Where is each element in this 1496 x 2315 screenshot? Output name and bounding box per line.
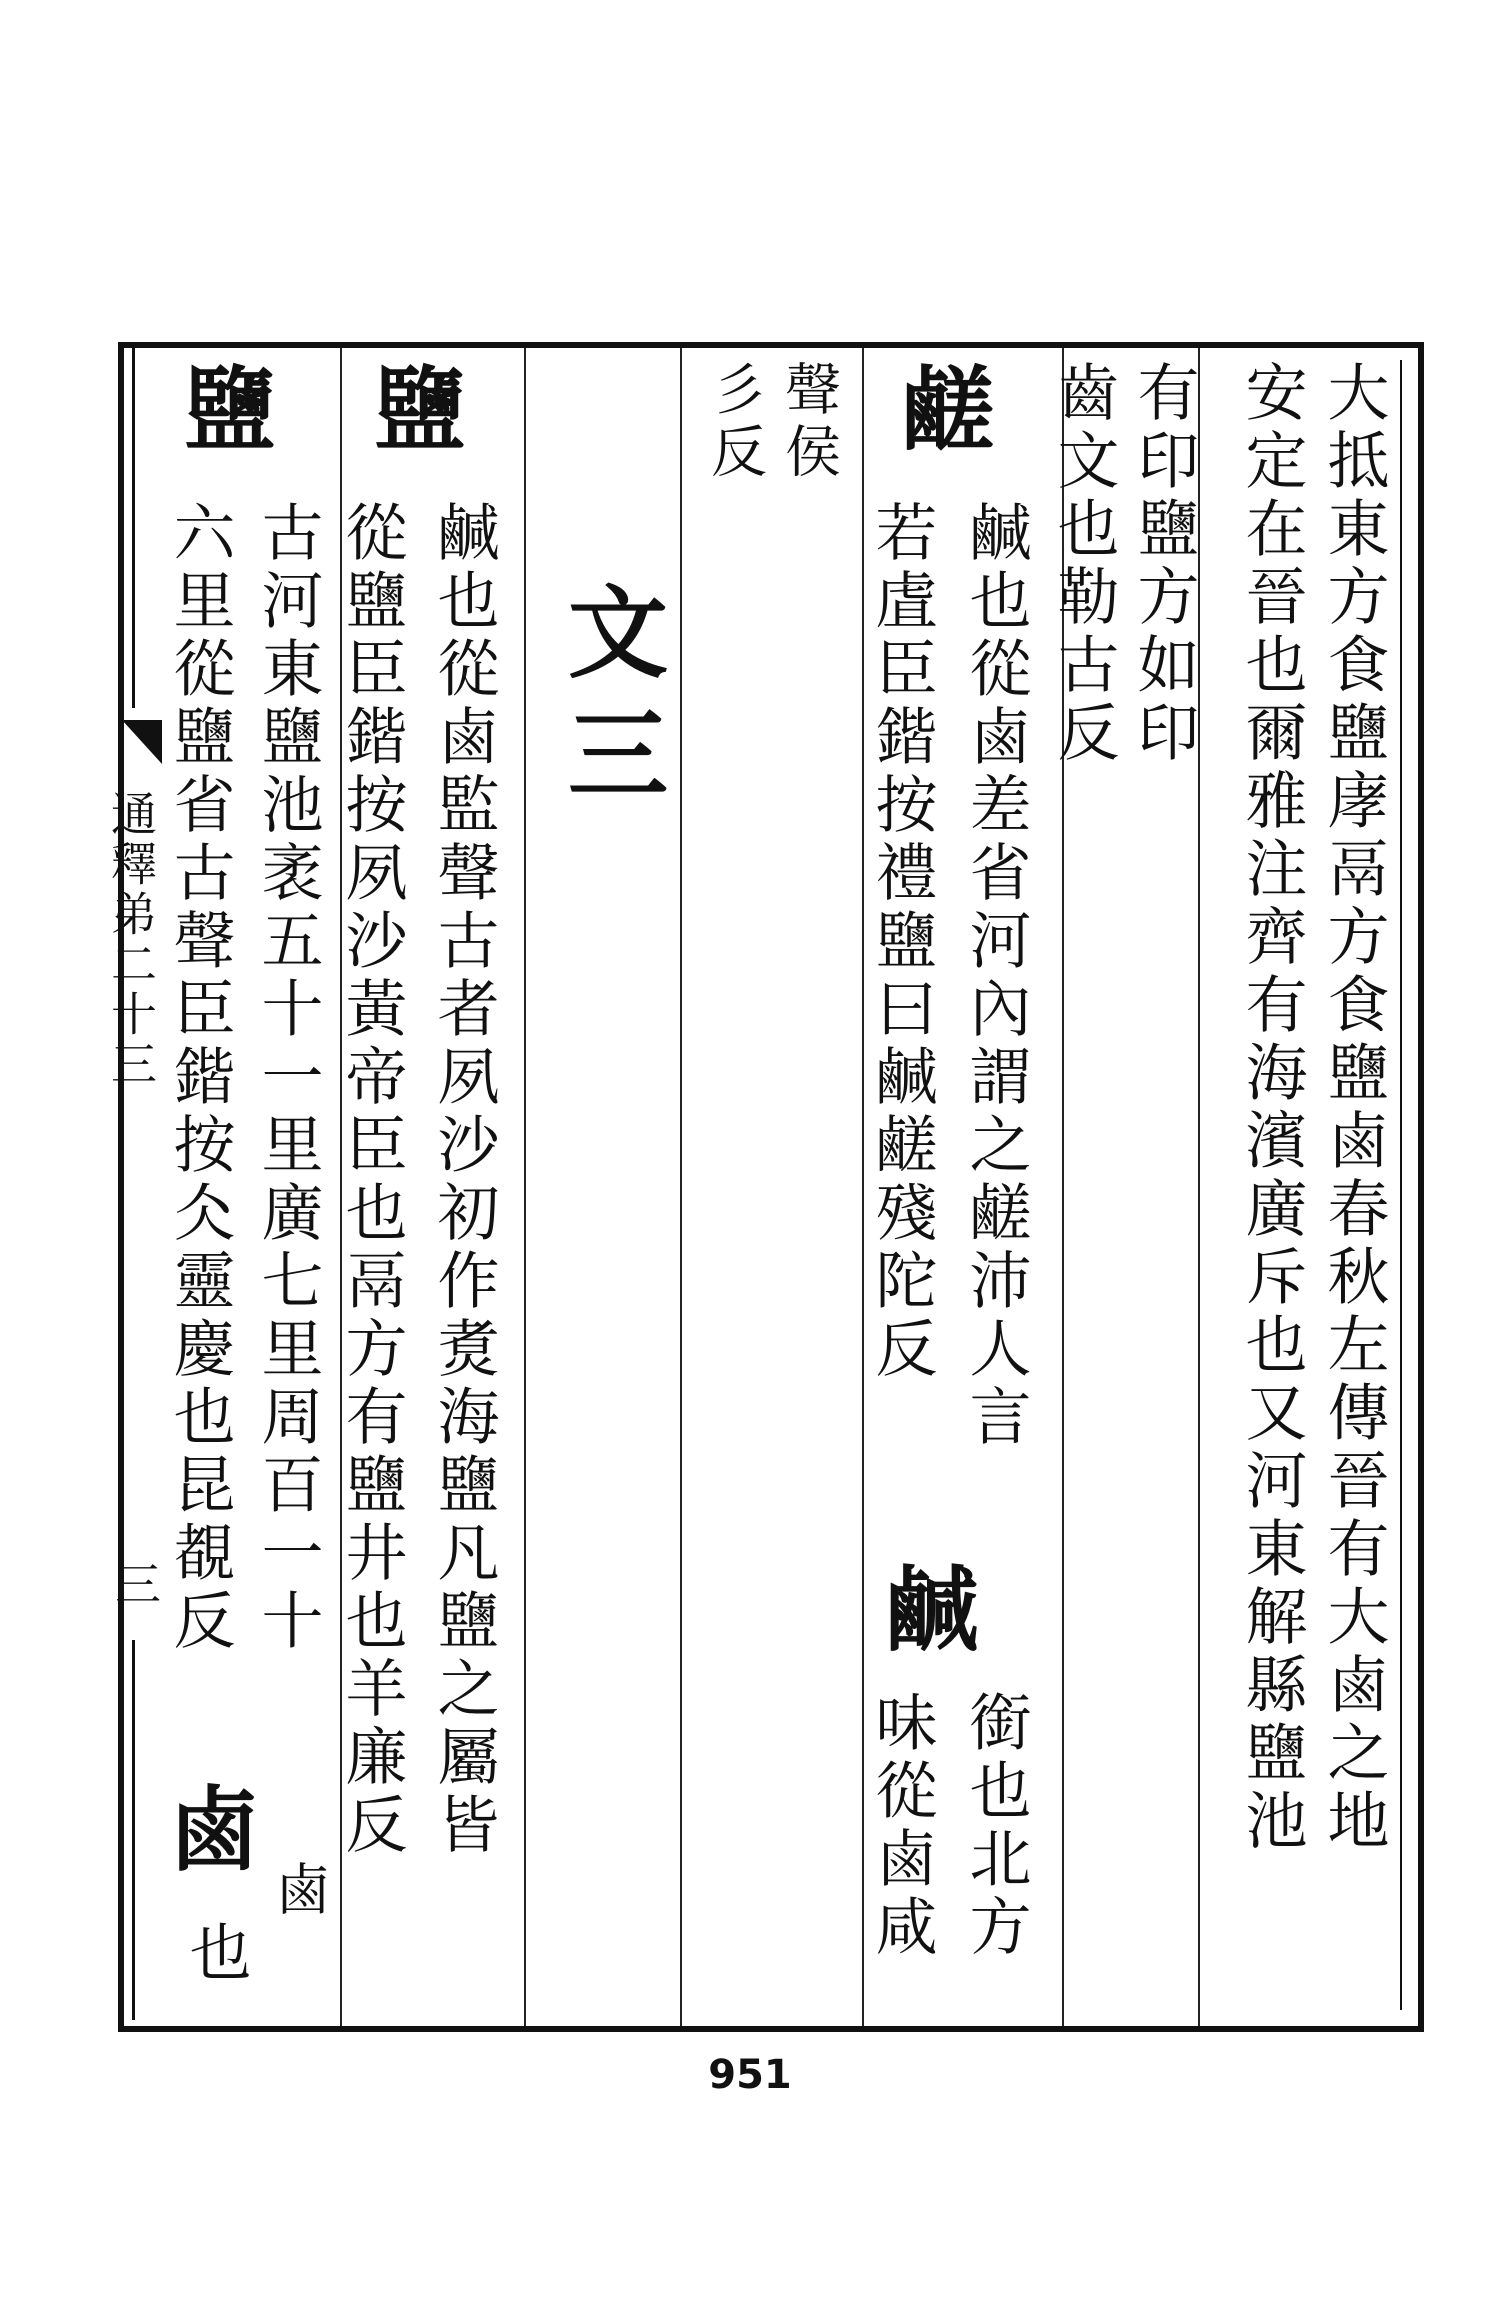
note-column-1: 聲侯 bbox=[776, 360, 841, 484]
column-rule bbox=[524, 348, 526, 2026]
text-column-12: 六里從鹽省古聲臣鍇按仌靈慶也昆覩反 bbox=[163, 500, 236, 1656]
text-column-10: 從鹽臣鍇按夙沙黃帝臣也鬲方有鹽井也羊廉反 bbox=[335, 500, 408, 1860]
seal-glyph: 鹽 bbox=[373, 356, 466, 464]
text-column-6: 若虘臣鍇按禮鹽曰鹹鹺殘陀反 bbox=[865, 500, 938, 1384]
text-column-9: 鹹也從鹵監聲古者夙沙初作煑海鹽凡鹽之屬皆 bbox=[427, 500, 500, 1860]
margin-rule bbox=[132, 348, 135, 708]
text-column-1: 大抵東方食鹽庨鬲方食鹽鹵春秋左傳晉有大鹵之地 bbox=[1317, 360, 1390, 1856]
column-rule bbox=[680, 348, 682, 2026]
note-column-2: 彡反 bbox=[702, 360, 767, 484]
side-title: 通釋弟二十三 bbox=[104, 790, 158, 1090]
seal-glyph: 鹺 bbox=[901, 356, 994, 464]
text-column-13: 也 bbox=[179, 1920, 252, 1988]
page-number: 951 bbox=[708, 2052, 792, 2098]
frame-inner-rule bbox=[1400, 360, 1408, 2010]
margin-rule bbox=[132, 1640, 135, 2020]
seal-glyph: 鹹 bbox=[885, 1556, 978, 1664]
column-rule bbox=[862, 348, 864, 2026]
seal-glyph: 鹽 bbox=[183, 356, 276, 464]
text-column-4: 齒文也勒古反 bbox=[1047, 360, 1120, 768]
text-column-14: 鹵 bbox=[266, 1860, 331, 1922]
side-folio: 三 bbox=[108, 1560, 162, 1612]
seal-glyph: 鹵 bbox=[167, 1776, 260, 1884]
text-column-8: 味從鹵咸 bbox=[865, 1690, 938, 1962]
text-column-7: 銜也北方 bbox=[959, 1690, 1032, 1962]
text-column-11: 古河東鹽池袤五十一里廣七里周百一十 bbox=[251, 500, 324, 1656]
text-column-2: 安定在晉也爾雅注齊有海濱廣斥也又河東解縣鹽池 bbox=[1235, 360, 1308, 1856]
text-column-3: 有印鹽方如印 bbox=[1127, 360, 1200, 768]
section-heading: 文三 bbox=[551, 580, 669, 824]
text-column-5: 鹹也從鹵差省河內謂之鹺沛人言 bbox=[959, 500, 1032, 1452]
